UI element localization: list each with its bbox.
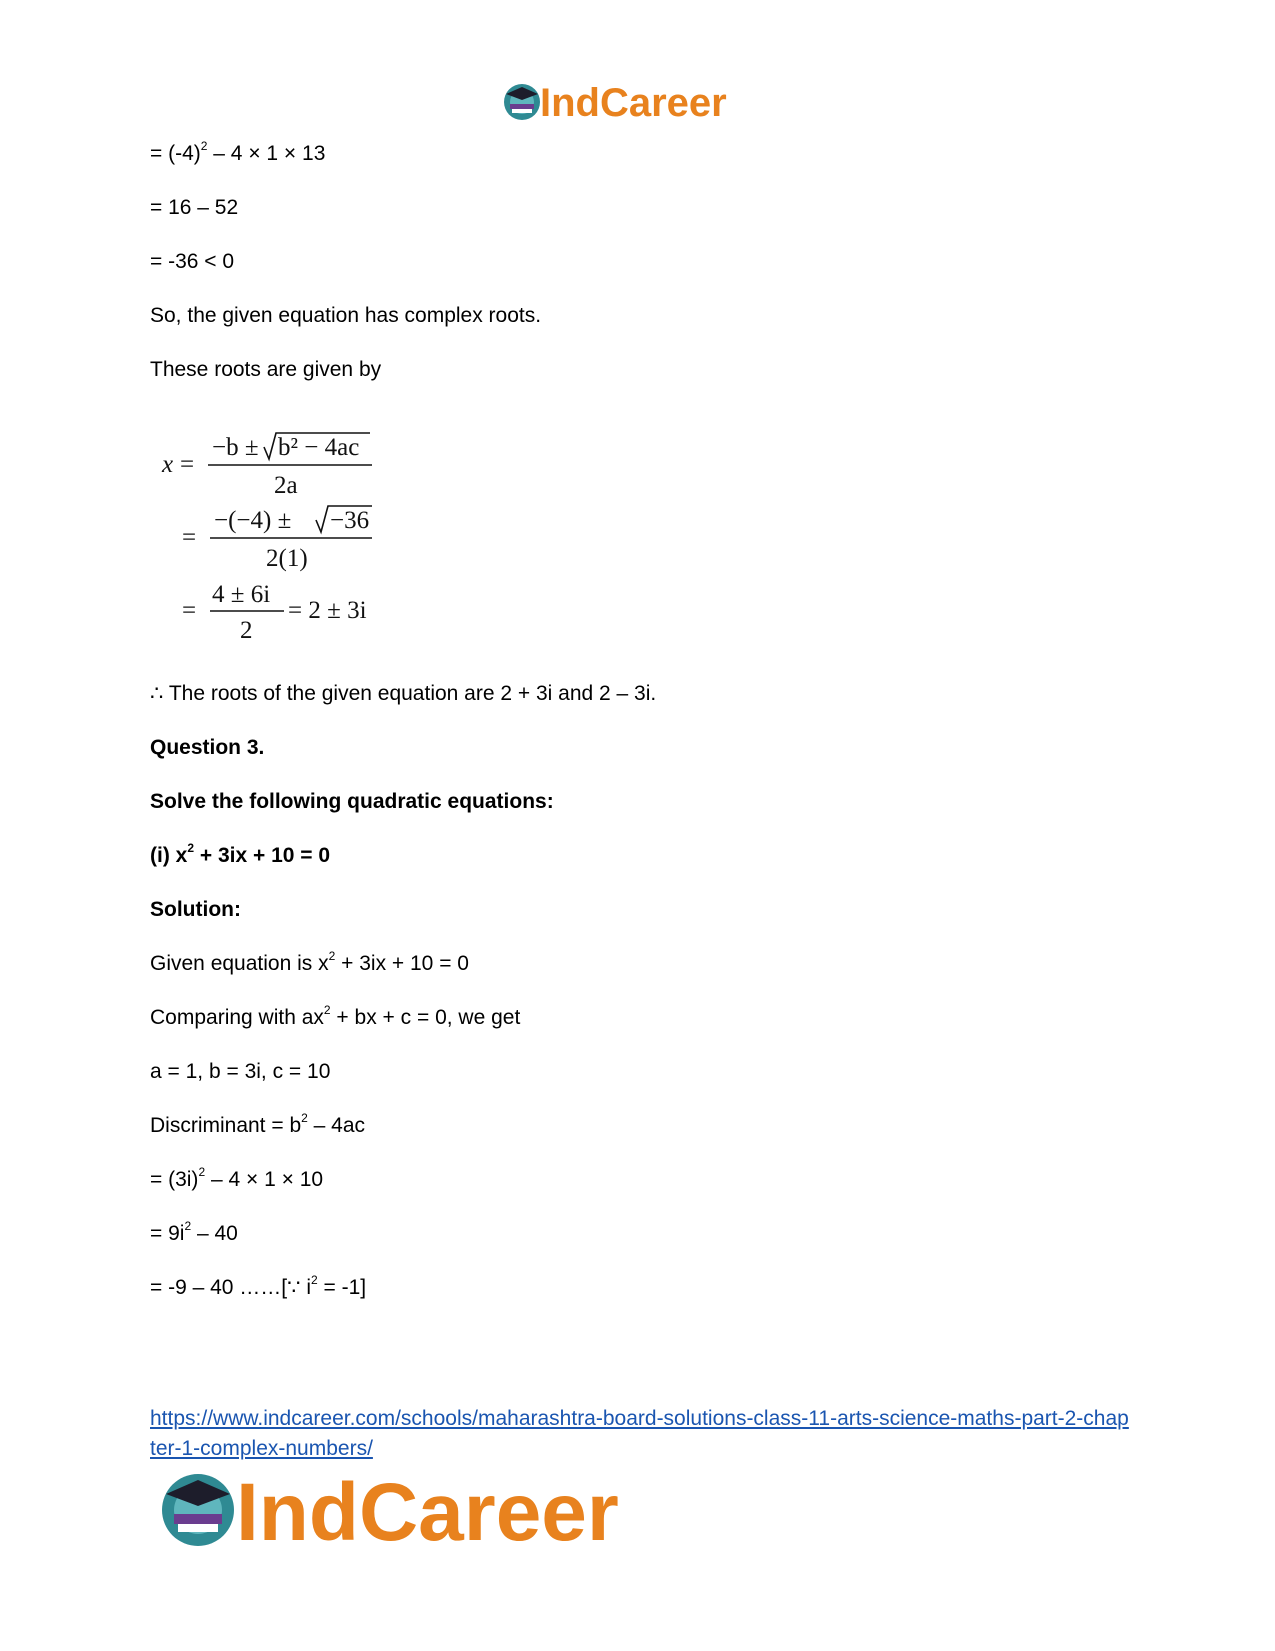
text-line: Given equation is $x^2 + 3ix + 10 = 0$ [150, 949, 469, 975]
formula-r3-result: = 2 ± 3i [288, 597, 367, 624]
formula-var: x [162, 451, 174, 478]
question-instruction: Solve the following quadratic equations: [150, 790, 554, 813]
text-line: = $9i^2 - 40$ [150, 1219, 238, 1245]
text-line: = -36 < 0 [150, 250, 235, 273]
formula-r1-radicand: b² − 4ac [278, 434, 360, 461]
indcareer-logo-bottom [158, 1460, 698, 1560]
formula-equals: = [182, 524, 197, 551]
question-part: (i) $x^2 + 3ix + 10 = 0$ [150, 841, 331, 867]
formula-r3-denominator: 2 [240, 617, 253, 644]
formula-r1-numerator: −b ± [212, 434, 259, 461]
formula-r2-numerator: −(−4) ± [214, 507, 292, 534]
formula-r2-denominator: 2(1) [266, 545, 308, 572]
formula-r1-denominator: 2a [274, 472, 298, 499]
text-line: These roots are given by [150, 358, 382, 381]
formula-equals: = [182, 597, 197, 624]
formula-r3-numerator: 4 ± 6i [212, 581, 271, 608]
text-line: a = 1, b = 3i, c = 10 [150, 1060, 331, 1083]
text-line: = $(-4)^2 - 4 \times 1 \times 13$ [150, 139, 326, 165]
graduation-globe-icon [162, 1474, 234, 1546]
text-line: Comparing with $ax^2$ + bx + c = 0, we get [150, 1003, 521, 1029]
text-line: = $(3i)^2 - 4 \times 1 \times 10$ [150, 1165, 324, 1191]
source-url-link[interactable]: https://www.indcareer.com/schools/maharashtra-board-solutions-class-11-arts-science-maths-part-2-chapter-1-complex-numbers/ [150, 1407, 1129, 1460]
indcareer-logo-top [500, 78, 780, 128]
text-line: = 16 – 52 [150, 196, 239, 219]
formula-r2-radicand: −36 [330, 507, 370, 534]
graduation-globe-icon [504, 84, 540, 120]
text-line: = -9 – 40 ……[∵ $i^2 = -1$] [150, 1273, 367, 1299]
logo-wordmark: IndCareer [236, 1467, 619, 1558]
text-line: So, the given equation has complex roots. [150, 304, 542, 327]
formula-equals: = [180, 451, 195, 478]
question-title: Question 3. [150, 736, 265, 759]
logo-wordmark: IndCareer [540, 81, 727, 125]
quadratic-formula [160, 430, 390, 670]
conclusion-line: ∴ The roots of the given equation are 2 + 3i and 2 – 3i. [150, 682, 657, 705]
solution-heading: Solution: [150, 898, 241, 921]
text-line: Discriminant = $b^2 - 4ac$ [150, 1111, 366, 1137]
